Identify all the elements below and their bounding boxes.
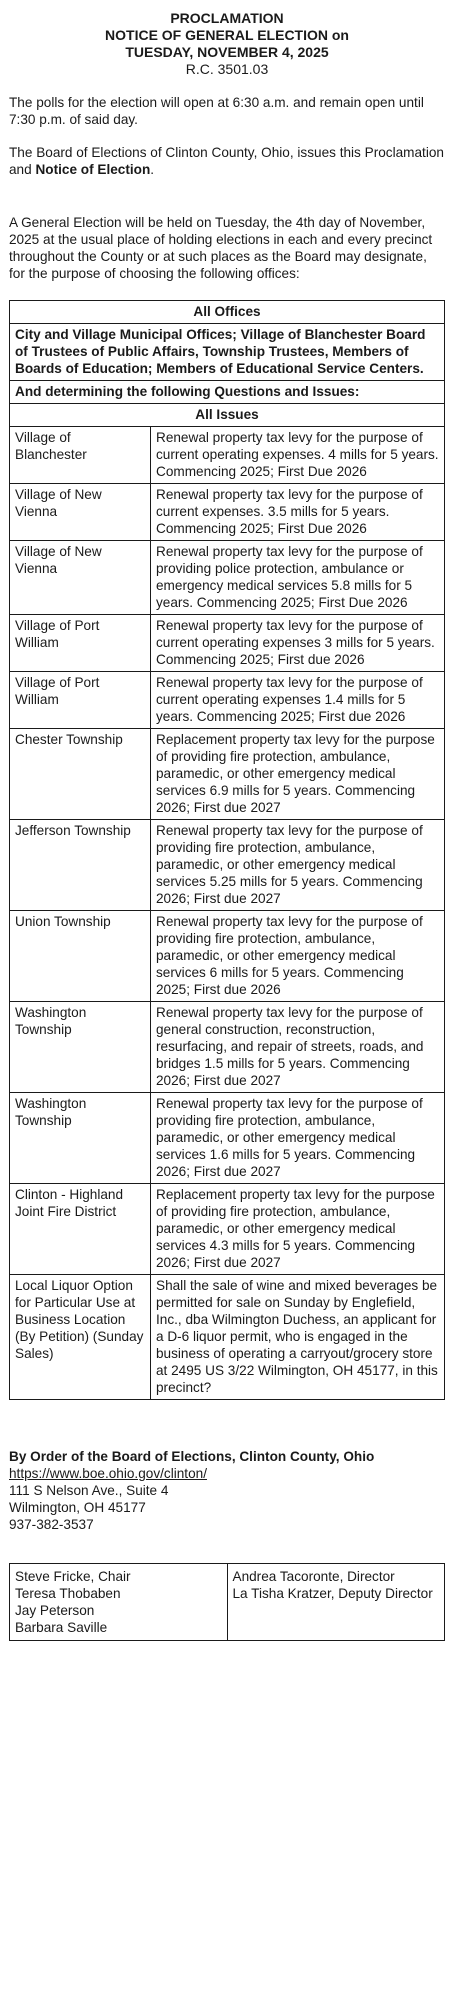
issue-description: Renewal property tax levy for the purpose of current operating expenses. 4 mills for 5 years. Commencing 2025; First Due 2026 [151,427,445,484]
address-line-2: Wilmington, OH 45177 [9,1500,146,1515]
issue-description: Renewal property tax levy for the purpose of current operating expenses 1.4 mills for 5 years. Commencing 2025; First due 2026 [151,672,445,729]
issue-location: Washington Township [10,1093,151,1184]
issues-header: All Issues [10,404,445,427]
signature-name: Barbara Saville [15,1620,108,1635]
signature-name: Andrea Tacoronte, Director [232,1569,395,1584]
issue-row [10,1275,445,1400]
signature-name: Teresa Thobaben [15,1586,121,1601]
issue-description: Renewal property tax levy for the purpose of current expenses. 3.5 mills for 5 years. Commencing 2025; First Due 2026 [151,484,445,541]
offices-header-row [10,301,445,324]
issue-location: Chester Township [10,729,151,820]
issue-row [10,729,445,820]
polls-paragraph: The polls for the election will open at 6:30 a.m. and remain open until 7:30 p.m. of said day. [9,95,424,127]
header [9,10,445,78]
issue-row [10,615,445,672]
issue-description: Renewal property tax levy for the purpose of providing fire protection, ambulance, paramedic, or other emergency medical services 6 mills for 5 years. Commencing 2025; First due 2026 [151,911,445,1002]
signature-name: Steve Fricke, Chair [15,1569,131,1584]
issue-location: Washington Township [10,1002,151,1093]
header-statute: R.C. 3501.03 [185,61,269,77]
board-text: The Board of Elections of Clinton County, Ohio, issues this Proclamation and [9,145,444,177]
offices-header: All Offices [10,301,445,324]
issue-location: Village of Port William [10,672,151,729]
general-election-paragraph: A General Election will be held on Tuesday, the 4th day of November, 2025 at the usual place of holding elections in each and every precinct throughout the County or at such places as the Board may designate, for the purpose of choosing the following offices: [9,215,433,281]
questions-header: And determining the following Questions and Issues: [10,381,445,404]
issue-location: Village of New Vienna [10,484,151,541]
issue-description: Renewal property tax levy for the purpose of providing fire protection, ambulance, paramedic, or other emergency medical services 5.25 mills for 5 years. Commencing 2026; First due 2027 [151,820,445,911]
notice-of-election: Notice of Election [35,162,151,177]
issue-row [10,820,445,911]
signatures-row [10,1564,445,1641]
issue-location: Union Township [10,911,151,1002]
signatures-table [9,1563,445,1641]
issue-row [10,427,445,484]
issue-row [10,484,445,541]
board-paragraph [9,144,445,178]
issue-row [10,1093,445,1184]
header-notice: NOTICE OF GENERAL ELECTION on [105,27,349,43]
issue-row [10,541,445,615]
issue-description: Renewal property tax levy for the purpose of providing fire protection, ambulance, paramedic, or other emergency medical services 1.6 mills for 5 years. Commencing 2026; First due 2027 [151,1093,445,1184]
issue-description: Shall the sale of wine and mixed beverages be permitted for sale on Sunday by Englefield, Inc., dba Wilmington Duchess, an applicant for a D-6 liquor permit, who is engaged in the business of operating a carryout/grocery store at 2495 US 3/22 Wilmington, OH 45177, in this precinct? [151,1275,445,1400]
signature-name: La Tisha Kratzer, Deputy Director [232,1586,433,1601]
issue-description: Replacement property tax levy for the purpose of providing fire protection, ambulance, paramedic, or other emergency medical services 4.3 mills for 5 years. Commencing 2026; First due 2027 [151,1184,445,1275]
signature-name: Jay Peterson [15,1603,95,1618]
issue-location: Village of Port William [10,615,151,672]
issue-description: Renewal property tax levy for the purpose of providing police protection, ambulance or emergency medical services 5.8 mills for 5 years. Commencing 2025; First Due 2026 [151,541,445,615]
issue-row [10,1184,445,1275]
issue-location: Village of New Vienna [10,541,151,615]
issue-location: Village of Blanchester [10,427,151,484]
order-title: By Order of the Board of Elections, Clinton County, Ohio [9,1449,375,1464]
board-website-link[interactable]: https://www.boe.ohio.gov/clinton/ [9,1466,207,1481]
board-suffix: . [150,162,155,177]
order-contact [9,1465,445,1533]
issue-location: Local Liquor Option for Particular Use at Business Location (By Petition) (Sunday Sales) [10,1275,151,1400]
issues-header-row [10,404,445,427]
issue-row [10,911,445,1002]
issue-location: Jefferson Township [10,820,151,911]
offices-issues-table [9,300,445,1400]
questions-row [10,381,445,404]
signatures-right [227,1564,445,1641]
issue-description: Replacement property tax levy for the purpose of providing fire protection, ambulance, paramedic, or other emergency medical services 6.9 mills for 5 years. Commencing 2026; First due 2027 [151,729,445,820]
issue-location: Clinton - Highland Joint Fire District [10,1184,151,1275]
issue-description: Renewal property tax levy for the purpose of current operating expenses 3 mills for 5 years. Commencing 2025; First due 2026 [151,615,445,672]
issue-description: Renewal property tax levy for the purpose of general construction, reconstruction, resurfacing, and repair of streets, roads, and bridges 1.5 mills for 5 years. Commencing 2026; First due 2027 [151,1002,445,1093]
header-date: TUESDAY, NOVEMBER 4, 2025 [125,44,329,60]
address-line-1: 111 S Nelson Ave., Suite 4 [9,1483,169,1498]
issue-row [10,1002,445,1093]
signatures-left [10,1564,228,1641]
header-title: PROCLAMATION [170,10,284,26]
offices-text: City and Village Municipal Offices; Village of Blanchester Board of Trustees of Public Affairs, Township Trustees, Members of Boards of Education; Members of Educational Service Centers. [10,324,445,381]
issue-row [10,672,445,729]
phone-number: 937-382-3537 [9,1517,94,1532]
offices-row [10,324,445,381]
